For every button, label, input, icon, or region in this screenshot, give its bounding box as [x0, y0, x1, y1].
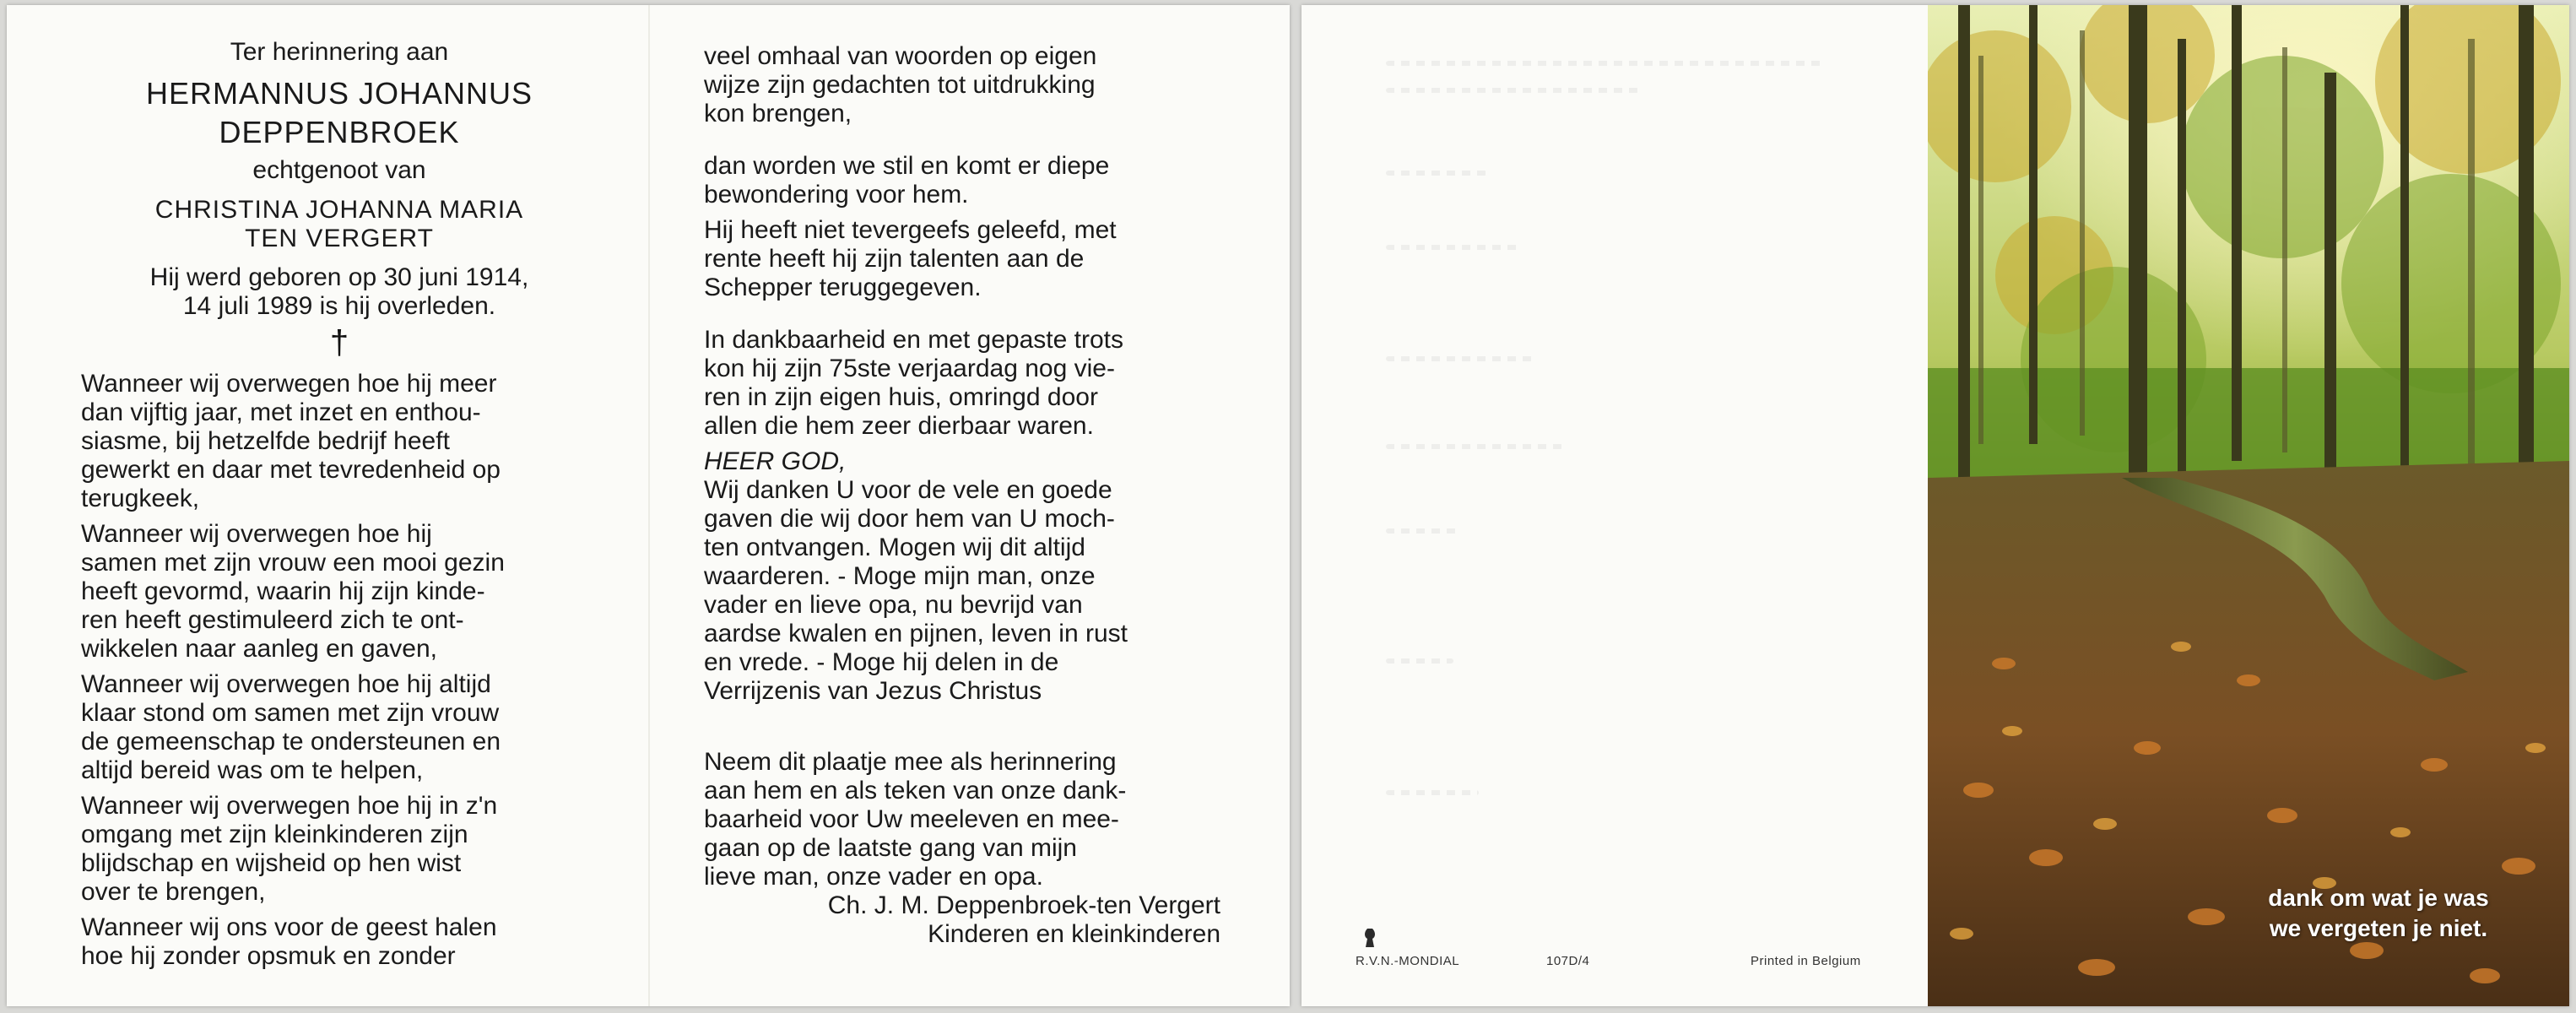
spouse-name-line2: TEN VERGERT: [245, 225, 434, 252]
cross-icon: †: [329, 324, 349, 361]
continuation-paragraph: dan worden we stil en komt er diepe bewondering voor hem.: [704, 152, 1110, 209]
show-through-mark: [1386, 444, 1563, 449]
continuation-paragraphs: [704, 42, 1220, 441]
caption-line1: dank om wat je was: [2268, 885, 2489, 911]
reflection-paragraph: Wanneer wij overwegen hoe hij in z'n omgang met zijn kleinkinderen zijn blijdschap en wijsheid op hen wist over te brengen,: [81, 792, 498, 906]
birth-death-line2: 14 juli 1989 is hij overleden.: [182, 292, 496, 320]
prayer-text: Wij danken U voor de vele en goede gaven die wij door hem van U moch- ten ontvangen. Mogen wij dit altijd waarderen. - Moge mijn man, onze vader en lieve opa, nu bevrijd van aardse kwalen en pijnen, leven in rust en vrede. - Moge hij delen in de Verrijzenis van Jezus Christus: [704, 476, 1128, 705]
continuation-paragraph: In dankbaarheid en met gepaste trots kon hij zijn 75ste verjaardag nog vie- ren in zijn eigen huis, omringd door allen die hem zeer dierbaar waren.: [704, 326, 1123, 440]
show-through-mark: [1386, 171, 1487, 176]
closing-text: Neem dit plaatje mee als herinnering aan hem en als teken van onze dank- baarheid voor Uw meeleven en mee- gaan op de laatste gang van mijn lieve man, onze vader en opa.: [704, 748, 1127, 891]
show-through-mark: [1386, 658, 1453, 664]
left-column: [81, 5, 598, 1006]
printed-in-label: Printed in Belgium: [1751, 954, 1861, 968]
continuation-paragraph: veel omhaal van woorden op eigen wijze zijn gedachten tot uitdrukking kon brengen,: [704, 42, 1097, 127]
reflection-paragraphs: [81, 370, 598, 971]
birth-death-line1: Hij werd geboren op 30 juni 1914,: [149, 263, 529, 291]
card-fold-line: [648, 5, 650, 1006]
signature-line1: Ch. J. M. Deppenbroek-ten Vergert: [827, 891, 1220, 919]
show-through-mark: [1386, 88, 1639, 93]
caption-line2: we vergeten je niet.: [2269, 915, 2488, 941]
forest-illustration: [1928, 5, 2569, 1006]
forest-photo: [1928, 5, 2569, 1006]
spouse-name-line1: CHRISTINA JOHANNA MARIA: [154, 196, 524, 224]
reflection-paragraph: Wanneer wij overwegen hoe hij meer dan vijftig jaar, met inzet en enthou- siasme, bij hetzelfde bedrijf heeft gewerkt en daar met tevredenheid op terugkeek,: [81, 370, 501, 512]
reflection-paragraph: Wanneer wij overwegen hoe hij samen met zijn vrouw een mooi gezin heeft gevormd, waarin hij zijn kinde- ren heeft gestimuleerd zich te ont- wikkelen naar aanleg en gaven,: [81, 520, 505, 663]
publisher-label: R.V.N.-MONDIAL: [1356, 954, 1460, 968]
deceased-name-line1: HERMANNUS JOHANNUS: [145, 76, 533, 111]
item-code-label: 107D/4: [1546, 954, 1590, 968]
relation-text: echtgenoot van: [252, 156, 426, 184]
prayer-heading: HEER GOD,: [704, 447, 847, 475]
intro-text: Ter herinnering aan: [230, 38, 449, 66]
show-through-mark: [1386, 61, 1825, 66]
reflection-paragraph: Wanneer wij ons voor de geest halen hoe hij zonder opsmuk en zonder: [81, 913, 497, 970]
memorial-card-outside: [1302, 5, 2569, 1006]
deceased-name-line2: DEPPENBROEK: [219, 115, 460, 149]
memorial-card-inside: [7, 5, 1290, 1006]
show-through-mark: [1386, 528, 1462, 534]
publisher-logo-icon: [1361, 927, 1379, 949]
card-back-blank: [1302, 5, 1928, 1006]
signature-line2: Kinderen en kleinkinderen: [928, 920, 1220, 948]
show-through-mark: [1386, 245, 1521, 250]
show-through-mark: [1386, 356, 1538, 361]
reflection-paragraph: Wanneer wij overwegen hoe hij altijd klaar stond om samen met zijn vrouw de gemeenschap te ondersteunen en altijd bereid was om te helpen,: [81, 670, 501, 784]
photo-caption: [2235, 883, 2522, 944]
right-column: [704, 5, 1220, 1006]
continuation-paragraph: Hij heeft niet tevergeefs geleefd, met rente heeft hij zijn talenten aan de Schepper teruggegeven.: [704, 216, 1117, 301]
show-through-mark: [1386, 790, 1479, 795]
